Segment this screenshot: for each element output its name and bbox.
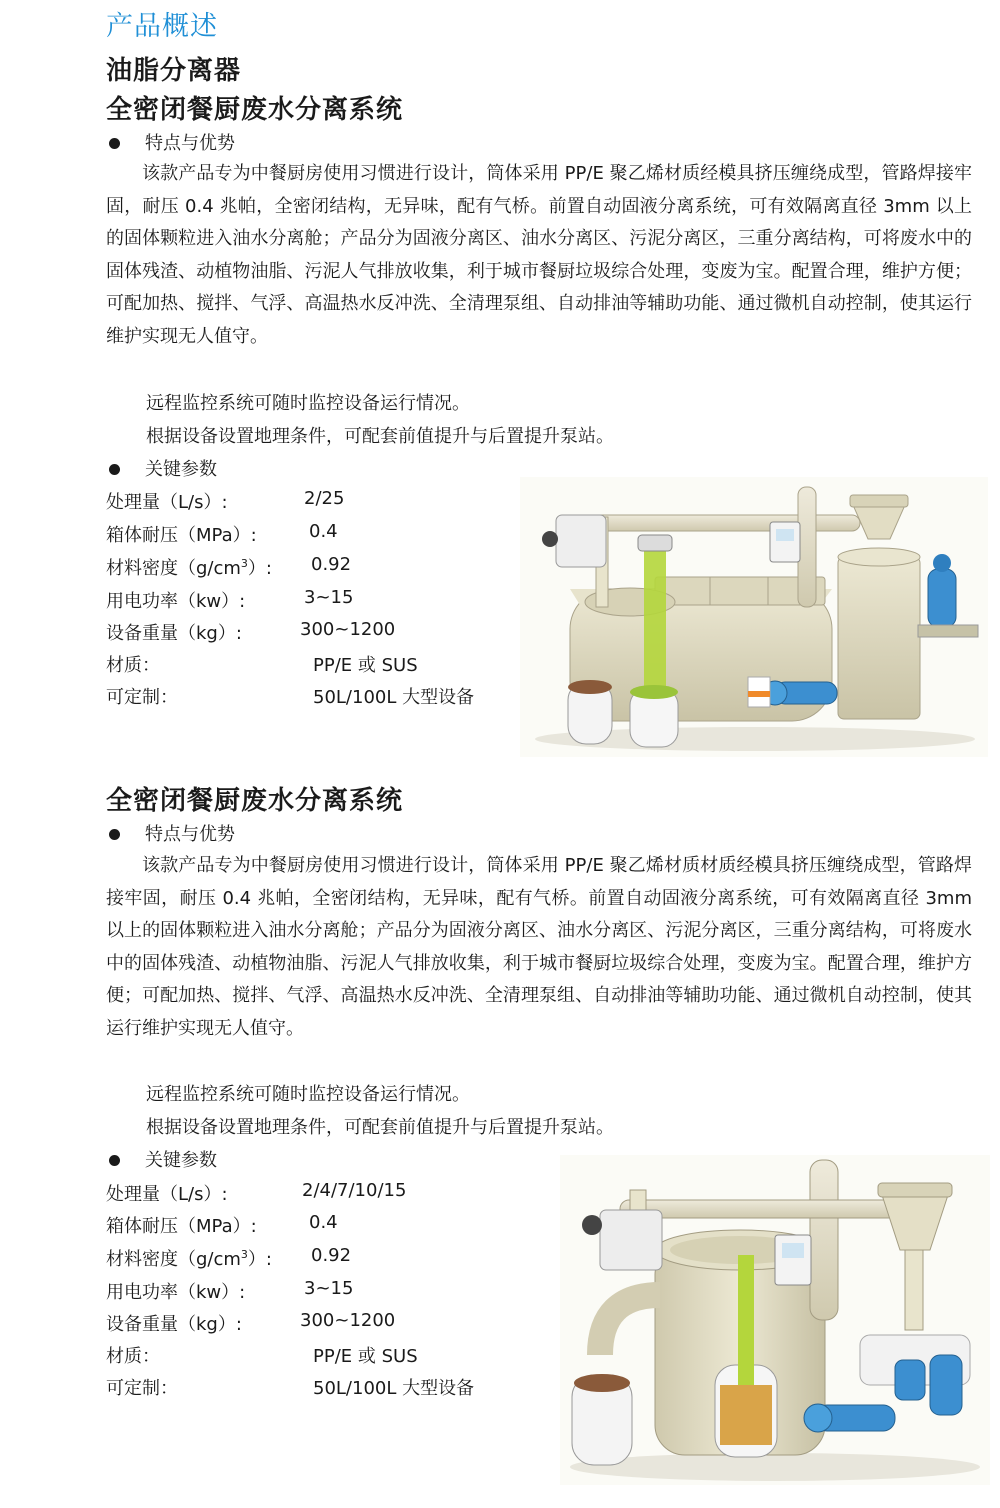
params-label: 关键参数 (145, 459, 217, 480)
param-value: 0.92 (311, 1245, 352, 1266)
section-1-remote-line: 远程监控系统可随时监控设备运行情况。 (146, 393, 470, 414)
param-label: 处理量（L/s）: (106, 1184, 228, 1205)
param-row (106, 587, 354, 613)
product-name: 油脂分离器 (106, 56, 242, 86)
param-row (106, 554, 352, 580)
param-label: 设备重量（kg）: (106, 623, 242, 644)
param-label: 材料密度$(g/cm^3)$: (106, 1248, 272, 1270)
section-1-title: 全密闭餐厨废水分离系统 (106, 95, 404, 125)
param-row (106, 1245, 352, 1271)
separator-illustration (560, 1155, 990, 1485)
param-label: 箱体耐压（MPa）: (106, 525, 257, 546)
param-label: 材料密度$(g/cm^3)$: (106, 557, 272, 579)
param-row (106, 1180, 407, 1206)
param-row (106, 1212, 338, 1238)
section-1-params-heading (106, 455, 217, 481)
section-2-remote-line: 远程监控系统可随时监控设备运行情况。 (146, 1084, 470, 1105)
param-row (106, 521, 338, 547)
section-1-description: 该款产品专为中餐厨房使用习惯进行设计，筒体采用 PP/E 聚乙烯材质经模具挤压缠绕成型，管路焊接牢固，耐压 0.4 兆帕，全密闭结构，无异味，配有气桥。前置自动固液分离系统，可有效隔离直径 3mm 以上的固体颗粒进入油水分离舱；产品分为固液分离区、油水分离区、污泥分离区，三重分离结构，可将废水中的固体残渣、动植物油脂、污泥人气排放收集，利于城市餐厨垃圾综合处理，变废为宝。配置合理，维护方便；可配加热、搅拌、气浮、高温热水反冲洗、全清理泵组、自动排油等辅助功能、通过微机自动控制，使其运行维护实现无人值守。 (106, 163, 972, 347)
param-label: 处理量（L/s）: (106, 492, 228, 513)
param-label: 可定制： (106, 1378, 178, 1399)
section-2-features-heading (106, 820, 235, 846)
param-label: 材质： (106, 1346, 160, 1367)
param-row (106, 1374, 475, 1400)
param-label: 箱体耐压（MPa）: (106, 1216, 257, 1237)
param-value: 300~1200 (300, 619, 396, 640)
param-label: 用电功率（kw）: (106, 591, 246, 612)
overview-title: 产品概述 (106, 11, 218, 42)
param-row (106, 651, 418, 677)
param-value: 3~15 (304, 1278, 354, 1299)
section-2-title: 全密闭餐厨废水分离系统 (106, 786, 404, 816)
param-row (106, 619, 396, 645)
product-image-1 (520, 477, 988, 757)
features-label: 特点与优势 (145, 824, 235, 845)
bullet-icon (109, 138, 120, 149)
section-2-params-heading (106, 1146, 217, 1172)
param-value: 2/4/7/10/15 (302, 1180, 407, 1201)
param-row (106, 1310, 396, 1336)
bullet-icon (109, 464, 120, 475)
section-2-description: 该款产品专为中餐厨房使用习惯进行设计，筒体采用 PP/E 聚乙烯材质材质经模具挤压缠绕成型，管路焊接牢固，耐压 0.4 兆帕，全密闭结构，无异味，配有气桥。前置自动固液分离系统，可有效隔离直径 3mm 以上的固体颗粒进入油水分离舱；产品分为固液分离区、油水分离区、污泥分离区，三重分离结构，可将废水中的固体残渣、动植物油脂、污泥人气排放收集，利于城市餐厨垃圾综合处理，变废为宝。配置合理，维护方便；可配加热、搅拌、气浮、高温热水反冲洗、全清理泵组、自动排油等辅助功能、通过微机自动控制，使其运行维护实现无人值守。 (106, 855, 972, 1039)
param-value: 3~15 (304, 587, 354, 608)
section-1-lift-line: 根据设备设置地理条件，可配套前值提升与后置提升泵站。 (146, 426, 614, 447)
param-value: 50L/100L 大型设备 (313, 687, 475, 708)
features-label: 特点与优势 (145, 133, 235, 154)
bullet-icon (109, 1155, 120, 1166)
param-value: PP/E 或 SUS (313, 655, 418, 676)
param-value: 50L/100L 大型设备 (313, 1378, 475, 1399)
param-row (106, 683, 475, 709)
param-value: 0.4 (309, 1212, 338, 1233)
param-label: 设备重量（kg）: (106, 1314, 242, 1335)
param-label: 材质： (106, 655, 160, 676)
section-2-lift-line: 根据设备设置地理条件，可配套前值提升与后置提升泵站。 (146, 1117, 614, 1138)
param-value: 2/25 (304, 488, 345, 509)
separator-illustration (520, 477, 988, 757)
param-label: 可定制： (106, 687, 178, 708)
params-label: 关键参数 (145, 1150, 217, 1171)
param-label: 用电功率（kw）: (106, 1282, 246, 1303)
product-image-2 (560, 1155, 990, 1485)
section-1-features-heading (106, 129, 235, 155)
bullet-icon (109, 829, 120, 840)
param-row (106, 488, 345, 514)
param-value: PP/E 或 SUS (313, 1346, 418, 1367)
param-value: 0.92 (311, 554, 352, 575)
param-row (106, 1278, 354, 1304)
param-row (106, 1342, 418, 1368)
param-value: 0.4 (309, 521, 338, 542)
param-value: 300~1200 (300, 1310, 396, 1331)
